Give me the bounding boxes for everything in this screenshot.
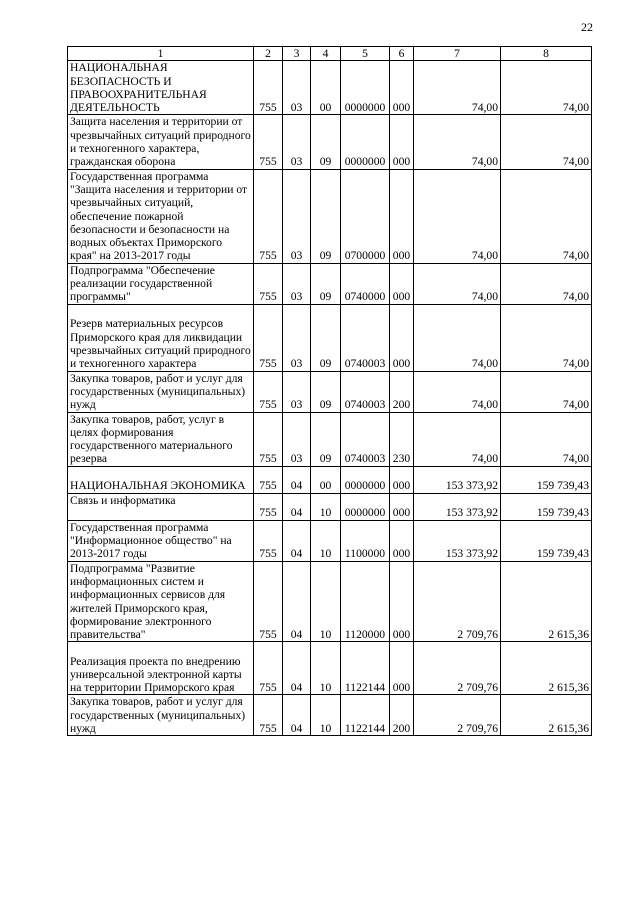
row-subsection-code-cell: 09 — [311, 263, 341, 304]
column-header: 2 — [254, 47, 283, 61]
row-ministry-code-cell: 755 — [254, 642, 283, 695]
row-expense-type-cell: 000 — [390, 642, 414, 695]
column-header: 8 — [501, 47, 592, 61]
row-amount-year1-cell: 74,00 — [414, 169, 501, 263]
table-row — [68, 520, 592, 561]
row-subsection-code-cell: 09 — [311, 412, 341, 466]
row-ministry-code-cell: 755 — [254, 304, 283, 371]
row-amount-year2-cell: 74,00 — [501, 371, 592, 412]
row-subsection-code-cell: 09 — [311, 115, 341, 169]
row-amount-year1-cell: 74,00 — [414, 61, 501, 115]
row-amount-year1-cell: 153 373,92 — [414, 520, 501, 561]
row-section-code-cell: 03 — [283, 371, 311, 412]
row-subsection-code-cell: 00 — [311, 466, 341, 493]
table-row — [68, 561, 592, 642]
row-expense-type-cell: 200 — [390, 371, 414, 412]
row-amount-year1-cell: 2 709,76 — [414, 642, 501, 695]
row-name-cell: Государственная программа "Информационное общество" на 2013-2017 годы — [68, 520, 254, 561]
row-target-article-cell: 1120000 — [341, 561, 390, 642]
row-ministry-code-cell: 755 — [254, 561, 283, 642]
row-section-code-cell: 04 — [283, 695, 311, 736]
column-header: 5 — [341, 47, 390, 61]
row-name-cell: Защита населения и территории от чрезвычайных ситуаций природного и техногенного характера, гражданская оборона — [68, 115, 254, 169]
table-row — [68, 61, 592, 115]
row-amount-year2-cell: 74,00 — [501, 61, 592, 115]
table-row — [68, 695, 592, 736]
row-amount-year2-cell: 74,00 — [501, 263, 592, 304]
row-amount-year2-cell: 159 739,43 — [501, 493, 592, 520]
budget-table — [67, 46, 592, 736]
row-name-cell: Подпрограмма "Обеспечение реализации государственной программы" — [68, 263, 254, 304]
row-ministry-code-cell: 755 — [254, 169, 283, 263]
row-ministry-code-cell: 755 — [254, 371, 283, 412]
table-header-row — [68, 47, 592, 61]
row-target-article-cell: 0000000 — [341, 61, 390, 115]
row-name-cell: Связь и информатика — [68, 493, 254, 520]
row-amount-year2-cell: 74,00 — [501, 304, 592, 371]
row-expense-type-cell: 230 — [390, 412, 414, 466]
row-section-code-cell: 03 — [283, 61, 311, 115]
row-expense-type-cell: 200 — [390, 695, 414, 736]
row-section-code-cell: 03 — [283, 263, 311, 304]
column-header: 7 — [414, 47, 501, 61]
row-subsection-code-cell: 09 — [311, 304, 341, 371]
row-name-cell: Закупка товаров, работ, услуг в целях формирования государственного материального резерва — [68, 412, 254, 466]
row-target-article-cell: 0000000 — [341, 115, 390, 169]
row-amount-year1-cell: 74,00 — [414, 263, 501, 304]
row-amount-year1-cell: 2 709,76 — [414, 695, 501, 736]
row-amount-year2-cell: 159 739,43 — [501, 466, 592, 493]
table-body — [68, 47, 592, 736]
row-name-cell: Подпрограмма "Развитие информационных систем и информационных сервисов для жителей Приморского края, формирование электронного правительства" — [68, 561, 254, 642]
page-number: 22 — [581, 20, 593, 34]
row-ministry-code-cell: 755 — [254, 263, 283, 304]
row-expense-type-cell: 000 — [390, 493, 414, 520]
row-section-code-cell: 04 — [283, 520, 311, 561]
row-amount-year2-cell: 2 615,36 — [501, 642, 592, 695]
row-section-code-cell: 03 — [283, 304, 311, 371]
row-target-article-cell: 1100000 — [341, 520, 390, 561]
table-row — [68, 412, 592, 466]
row-target-article-cell: 0740003 — [341, 371, 390, 412]
row-section-code-cell: 04 — [283, 561, 311, 642]
table-row — [68, 642, 592, 695]
row-section-code-cell: 03 — [283, 412, 311, 466]
row-name-cell: Закупка товаров, работ и услуг для государственных (муниципальных) нужд — [68, 695, 254, 736]
row-amount-year1-cell: 74,00 — [414, 412, 501, 466]
row-target-article-cell: 0700000 — [341, 169, 390, 263]
row-expense-type-cell: 000 — [390, 61, 414, 115]
table-row — [68, 466, 592, 493]
row-name-cell: Государственная программа "Защита населения и территории от чрезвычайных ситуаций, обеспечение пожарной безопасности и безопасности на водных объектах Приморского края" на 2013-2017 годы — [68, 169, 254, 263]
row-target-article-cell: 0000000 — [341, 466, 390, 493]
table-row — [68, 371, 592, 412]
row-expense-type-cell: 000 — [390, 115, 414, 169]
column-header: 6 — [390, 47, 414, 61]
row-amount-year2-cell: 2 615,36 — [501, 695, 592, 736]
row-target-article-cell: 1122144 — [341, 642, 390, 695]
table-row — [68, 115, 592, 169]
row-subsection-code-cell: 09 — [311, 371, 341, 412]
column-header: 4 — [311, 47, 341, 61]
row-amount-year2-cell: 74,00 — [501, 169, 592, 263]
column-header: 1 — [68, 47, 254, 61]
row-expense-type-cell: 000 — [390, 466, 414, 493]
row-subsection-code-cell: 10 — [311, 642, 341, 695]
row-subsection-code-cell: 00 — [311, 61, 341, 115]
row-ministry-code-cell: 755 — [254, 520, 283, 561]
row-amount-year1-cell: 74,00 — [414, 304, 501, 371]
row-expense-type-cell: 000 — [390, 304, 414, 371]
row-expense-type-cell: 000 — [390, 520, 414, 561]
row-expense-type-cell: 000 — [390, 561, 414, 642]
row-target-article-cell: 1122144 — [341, 695, 390, 736]
row-ministry-code-cell: 755 — [254, 493, 283, 520]
row-ministry-code-cell: 755 — [254, 115, 283, 169]
row-name-cell: НАЦИОНАЛЬНАЯ ЭКОНОМИКА — [68, 466, 254, 493]
row-subsection-code-cell: 10 — [311, 695, 341, 736]
row-target-article-cell: 0740000 — [341, 263, 390, 304]
row-ministry-code-cell: 755 — [254, 466, 283, 493]
row-amount-year1-cell: 74,00 — [414, 115, 501, 169]
row-target-article-cell: 0000000 — [341, 493, 390, 520]
row-amount-year1-cell: 153 373,92 — [414, 466, 501, 493]
row-amount-year1-cell: 2 709,76 — [414, 561, 501, 642]
row-target-article-cell: 0740003 — [341, 412, 390, 466]
row-subsection-code-cell: 10 — [311, 561, 341, 642]
row-section-code-cell: 04 — [283, 493, 311, 520]
table-row — [68, 304, 592, 371]
row-section-code-cell: 03 — [283, 115, 311, 169]
row-section-code-cell: 04 — [283, 642, 311, 695]
row-target-article-cell: 0740003 — [341, 304, 390, 371]
row-name-cell: Реализация проекта по внедрению универсальной электронной карты на территории Приморского края — [68, 642, 254, 695]
row-subsection-code-cell: 10 — [311, 493, 341, 520]
row-amount-year2-cell: 74,00 — [501, 115, 592, 169]
row-expense-type-cell: 000 — [390, 169, 414, 263]
table-row — [68, 493, 592, 520]
row-amount-year2-cell: 2 615,36 — [501, 561, 592, 642]
row-ministry-code-cell: 755 — [254, 61, 283, 115]
row-expense-type-cell: 000 — [390, 263, 414, 304]
row-ministry-code-cell: 755 — [254, 412, 283, 466]
row-ministry-code-cell: 755 — [254, 695, 283, 736]
table-row — [68, 169, 592, 263]
row-section-code-cell: 03 — [283, 169, 311, 263]
row-amount-year2-cell: 74,00 — [501, 412, 592, 466]
row-name-cell: Закупка товаров, работ и услуг для государственных (муниципальных) нужд — [68, 371, 254, 412]
table-row — [68, 263, 592, 304]
row-amount-year2-cell: 159 739,43 — [501, 520, 592, 561]
row-name-cell: Резерв материальных ресурсов Приморского края для ликвидации чрезвычайных ситуаций природного и техногенного характера — [68, 304, 254, 371]
row-subsection-code-cell: 09 — [311, 169, 341, 263]
row-amount-year1-cell: 153 373,92 — [414, 493, 501, 520]
row-amount-year1-cell: 74,00 — [414, 371, 501, 412]
column-header: 3 — [283, 47, 311, 61]
row-name-cell: НАЦИОНАЛЬНАЯ БЕЗОПАСНОСТЬ И ПРАВООХРАНИТЕЛЬНАЯ ДЕЯТЕЛЬНОСТЬ — [68, 61, 254, 115]
row-subsection-code-cell: 10 — [311, 520, 341, 561]
row-section-code-cell: 04 — [283, 466, 311, 493]
